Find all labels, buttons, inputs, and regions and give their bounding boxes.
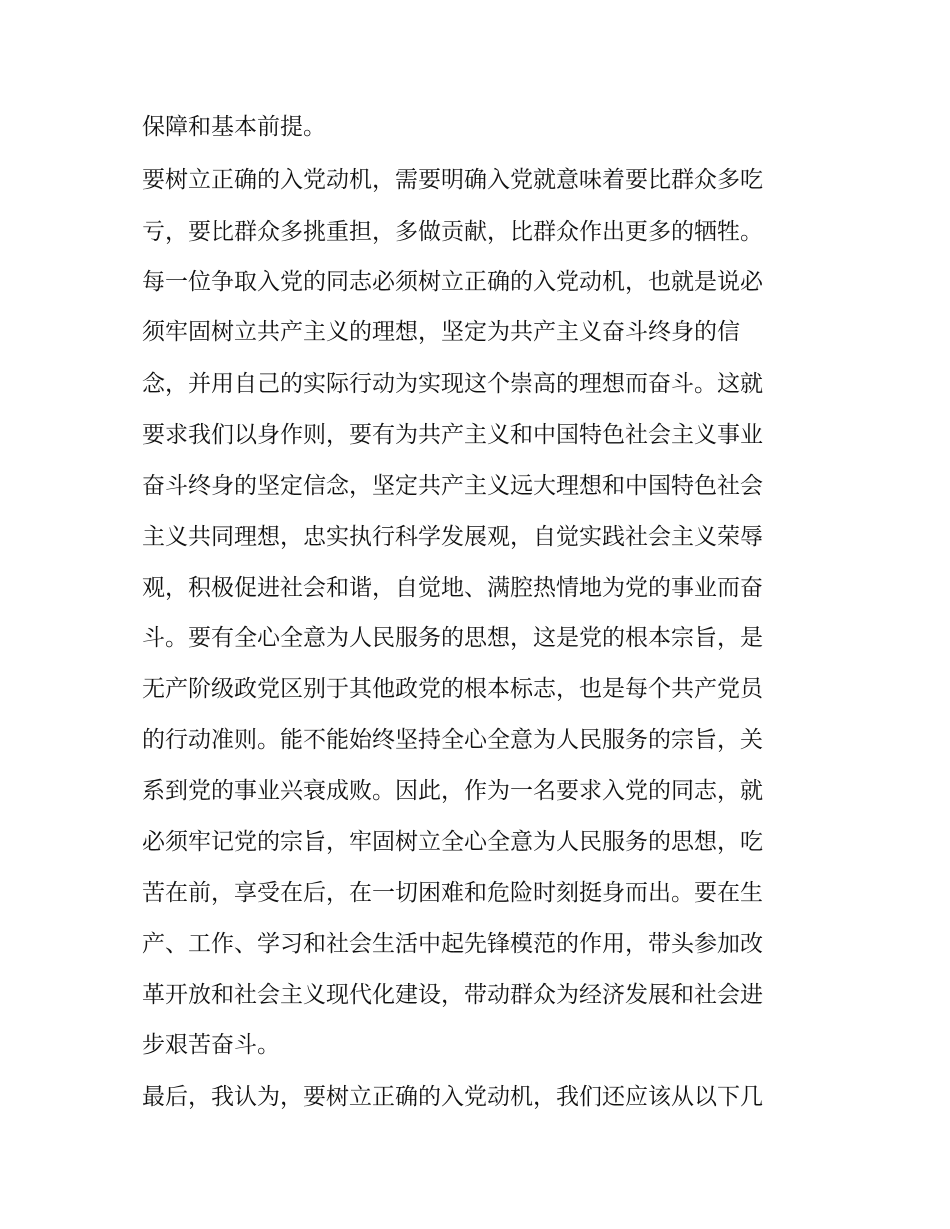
text-line: 念，并用自己的实际行动为实现这个崇高的理想而奋斗。这就 — [142, 371, 763, 397]
text-line: 斗。要有全心全意为人民服务的思想，这是党的根本宗旨，是 — [142, 625, 763, 651]
text-line: 苦在前，享受在后，在一切困难和危险时刻挺身而出。要在生 — [142, 880, 763, 906]
text-line: 革开放和社会主义现代化建设，带动群众为经济发展和社会进 — [142, 982, 763, 1008]
text-line: 主义共同理想，忠实执行科学发展观，自觉实践社会主义荣辱 — [142, 524, 763, 550]
text-line: 每一位争取入党的同志必须树立正确的入党动机，也就是说必 — [142, 269, 763, 295]
text-line: 的行动准则。能不能始终坚持全心全意为人民服务的宗旨，关 — [142, 727, 763, 753]
text-line: 产、工作、学习和社会生活中起先锋模范的作用，带头参加改 — [142, 931, 763, 957]
text-line: 最后，我认为，要树立正确的入党动机，我们还应该从以下几 — [142, 1084, 763, 1110]
text-line: 观，积极促进社会和谐，自觉地、满腔热情地为党的事业而奋 — [142, 575, 763, 601]
text-line: 系到党的事业兴衰成败。因此，作为一名要求入党的同志，就 — [142, 778, 763, 804]
text-line: 无产阶级政党区别于其他政党的根本标志，也是每个共产党员 — [142, 676, 763, 702]
text-line: 步艰苦奋斗。 — [142, 1032, 280, 1058]
text-line: 必须牢记党的宗旨，牢固树立全心全意为人民服务的思想，吃 — [142, 829, 763, 855]
text-line: 要求我们以身作则，要有为共产主义和中国特色社会主义事业 — [142, 422, 763, 448]
text-line: 须牢固树立共产主义的理想，坚定为共产主义奋斗终身的信 — [142, 319, 740, 345]
text-line: 要树立正确的入党动机，需要明确入党就意味着要比群众多吃 — [142, 167, 763, 193]
text-line: 亏，要比群众多挑重担，多做贡献，比群众作出更多的牺牲。 — [142, 219, 763, 245]
text-line: 保障和基本前提。 — [142, 114, 326, 140]
text-line: 奋斗终身的坚定信念，坚定共产主义远大理想和中国特色社会 — [142, 473, 763, 499]
